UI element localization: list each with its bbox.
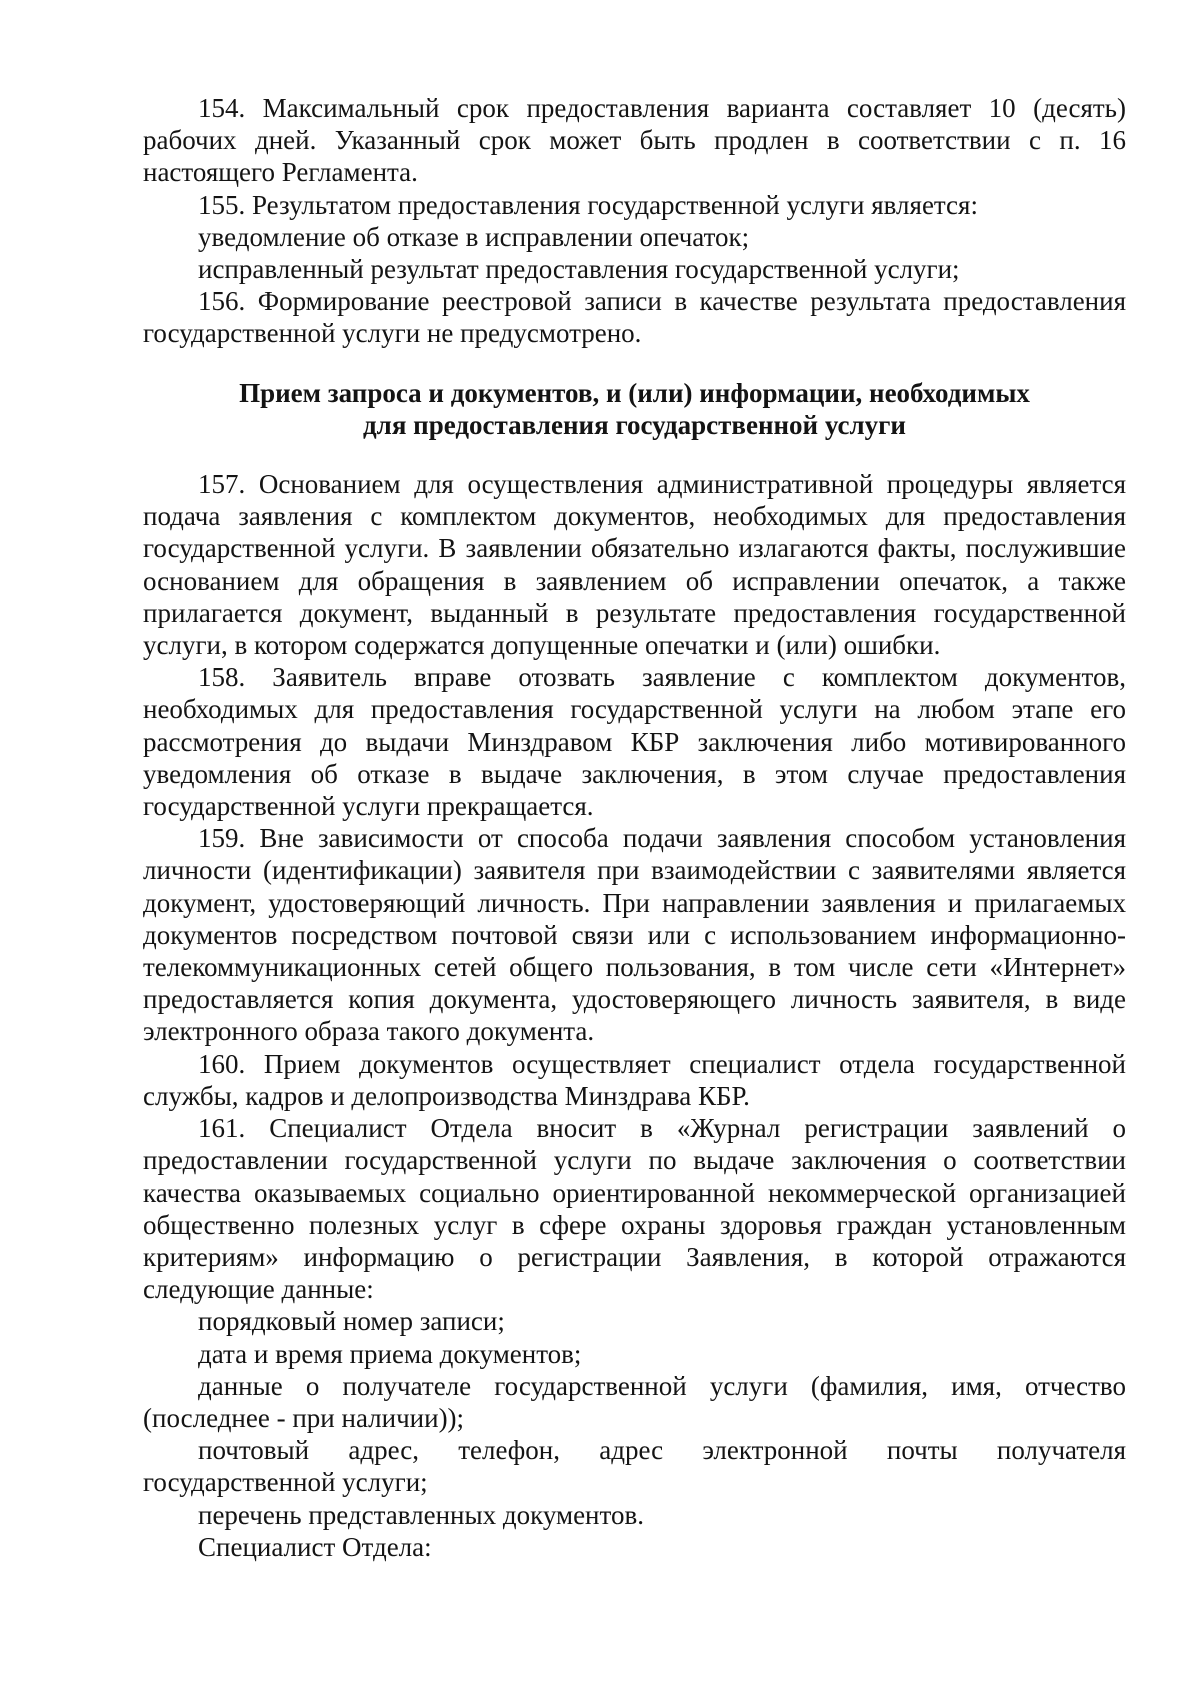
list-item-refusal-notice: уведомление об отказе в исправлении опечаток; <box>198 221 750 252</box>
paragraph-161: 161. Специалист Отдела вносит в «Журнал регистрации заявлений о предоставлении государственной услуги по выдаче заключения о соответствии качества оказываемых социально ориентированной некоммерческой организацией общественно полезных услуг в сфере охраны здоровья граждан установленным критериям» информацию о регистрации Заявления, в которой отражаются следующие данные: <box>143 1113 1126 1305</box>
paragraph-157: 157. Основанием для осуществления административной процедуры является подача заявления с комплектом документов, необходимых для предоставления государственной услуги. В заявлении обязательно излагаются факты, послужившие основанием для обращения в заявлением об исправлении опечаток, а также прилагается документ, выданный в результате предоставления государственной услуги, в котором содержатся допущенные опечатки и (или) ошибки. <box>143 469 1126 661</box>
list-item-receipt-datetime: дата и время приема документов; <box>198 1338 582 1369</box>
paragraph-159: 159. Вне зависимости от способа подачи заявления способом установления личности (идентификации) заявителя при взаимодействии с заявителями является документ, удостоверяющий личность. При направлении заявления и прилагаемых документов посредством почтовой связи или с использованием информационно-телекоммуникационных сетей общего пользования, в том числе сети «Интернет» предоставляется копия документа, удостоверяющего личность заявителя, в виде электронного образа такого документа. <box>143 823 1126 1047</box>
list-item-corrected-result: исправленный результат предоставления государственной услуги; <box>198 254 960 285</box>
section-heading-line-1: Прием запроса и документов, и (или) информации, необходимых <box>239 377 1030 408</box>
paragraph-160: 160. Прием документов осуществляет специалист отдела государственной службы, кадров и делопроизводства Минздрава КБР. <box>143 1048 1126 1111</box>
list-item-contact-details: почтовый адрес, телефон, адрес электронной почты получателя государственной услуги; <box>143 1435 1126 1498</box>
list-item-recipient-data: данные о получателе государственной услуги (фамилия, имя, отчество (последнее - при наличии)); <box>143 1370 1126 1433</box>
document-body <box>143 92 1126 1563</box>
paragraph-154: 154. Максимальный срок предоставления варианта составляет 10 (десять) рабочих дней. Указанный срок может быть продлен в соответствии с п. 16 настоящего Регламента. <box>143 93 1126 188</box>
list-item-documents-list: перечень представленных документов. <box>198 1499 644 1530</box>
list-item-record-number: порядковый номер записи; <box>198 1306 505 1337</box>
paragraph-specialist: Специалист Отдела: <box>198 1531 432 1562</box>
paragraph-158: 158. Заявитель вправе отозвать заявление с комплектом документов, необходимых для предоставления государственной услуги на любом этапе его рассмотрения до выдачи Минздравом КБР заключения либо мотивированного уведомления об отказе в выдаче заключения, в этом случае предоставления государственной услуги прекращается. <box>143 662 1126 822</box>
section-heading-line-2: для предоставления государственной услуги <box>363 409 906 440</box>
paragraph-155: 155. Результатом предоставления государственной услуги является: <box>198 189 978 220</box>
section-heading <box>143 377 1126 441</box>
paragraph-156: 156. Формирование реестровой записи в качестве результата предоставления государственной услуги не предусмотрено. <box>143 286 1126 349</box>
